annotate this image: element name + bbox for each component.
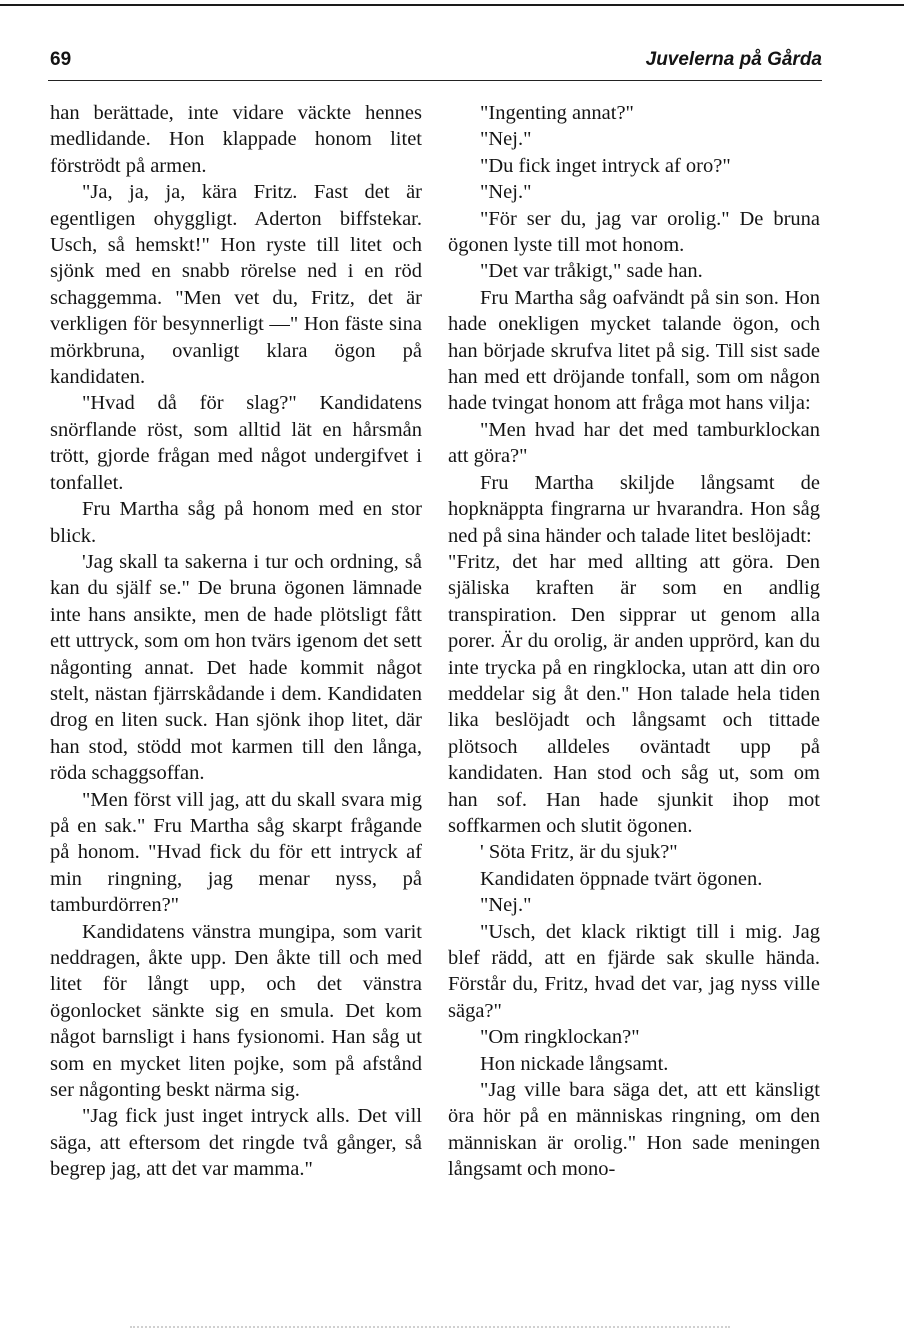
- paragraph: "Nej.": [480, 128, 532, 151]
- paragraph: "Du fick inget intryck af oro?": [480, 154, 731, 177]
- paragraph: Kandidaten öppnade tvärt ögonen.: [480, 867, 763, 890]
- paragraph: "Ingenting annat?": [480, 102, 634, 124]
- left-text-column: [50, 100, 422, 1183]
- paragraph: "Om ringklockan?": [480, 1026, 640, 1049]
- paragraph: "Men hvad har det med tamburklockan att göra?": [448, 418, 820, 468]
- paragraph: Fru Martha såg oafvändt på sin son. Hon hade onekligen mycket talande ögon, och han började skrufva litet på sig. Till sist sade han med ett dröjande tonfall, som om någon hade tvingat honom att fråga mot hans vilja:: [448, 286, 820, 415]
- page-number: 69: [50, 49, 72, 70]
- paragraph: "Usch, det klack riktigt till i mig. Jag blef rädd, att en fjärde sak skulle hända. Förstår du, Fritz, hvad det var, jag nyss ville säga?": [448, 920, 820, 1022]
- paragraph: "Nej.": [480, 894, 532, 917]
- paragraph: "Nej.": [480, 181, 532, 204]
- paragraph: "För ser du, jag var orolig." De bruna ögonen lyste till mot honom.: [448, 207, 820, 257]
- paragraph: "Ja, ja, ja, kära Fritz. Fast det är egentligen ohyggligt. Aderton biffstekar. Usch, så hemskt!" Hon ryste till litet och sjönk med en snabb rörelse ned i en röd schaggemma. "Men vet du, Fritz, det är verkligen för besynnerligt —" Hon fäste sina mörkbruna, ovanligt klara ögon på kandidaten.: [50, 181, 422, 389]
- paragraph: "Jag fick just inget intryck alls. Det vill säga, att eftersom det ringde två gånger, så begrep jag, att det var mamma.": [50, 1105, 422, 1181]
- bottom-scan-artifact: [130, 1326, 730, 1334]
- running-title: Juvelerna på Gårda: [645, 49, 822, 70]
- top-border-rule: [0, 4, 904, 6]
- paragraph: Kandidatens vänstra mungipa, som varit neddragen, åkte upp. Den åkte till och med litet för långt upp, och det vänstra ögonlocket sänkte sig en smula. Det kom något barnsligt i hans fysionomi. Han såg ut som en mycket liten pojke, som på afstånd ser någonting beskt närma sig.: [50, 920, 422, 1102]
- paragraph: Fru Martha skiljde långsamt de hopknäppta fingrarna ur hvarandra. Hon såg ned på sina händer och talade litet beslöjadt:: [448, 471, 820, 547]
- paragraph: ' Söta Fritz, är du sjuk?": [480, 841, 678, 864]
- header-rule: [48, 80, 822, 81]
- paragraph: Hon nickade långsamt.: [480, 1052, 669, 1075]
- paragraph: "Fritz, det har med allting att göra. Den själiska kraften är som en andlig transpiration. Den sipprar ut genom alla porer. Är du orolig, är anden upprörd, kan du inte trycka på en ringklocka, utan att din oro meddelar sig åt den." Hon talade hela tiden lika beslöjadt och långsamt och tittade plötsoch alldeles oväntadt upp på kandidaten. Han stod och såg ut, som om han sof. Han hade sjunkit ihop mot soffkarmen och slutit ögonen.: [448, 550, 820, 837]
- paragraph: "Men först vill jag, att du skall svara mig på en sak." Fru Martha såg skarpt frågande på honom. "Hvad fick du för ett intryck af min ringning, jag menar nyss, på tamburdörren?": [50, 788, 422, 917]
- paragraph: Fru Martha såg på honom med en stor blick.: [50, 498, 422, 547]
- paragraph: "Det var tråkigt," sade han.: [480, 260, 703, 283]
- right-text-column: [448, 100, 820, 1183]
- paragraph: 'Jag skall ta sakerna i tur och ordning, så kan du själf se." De bruna ögonen lämnade inte hans ansikte, men de hade plötsligt fått ett uttryck, som om hon tvärs igenom det sett någonting annat. Det hade kommit något stelt, nästan fjärrskådande i dem. Kandidaten drog en liten suck. Han sjönk ihop litet, där han stod, stödd mot karmen till den långa, röda schaggsoffan.: [50, 550, 422, 785]
- paragraph: "Hvad då för slag?" Kandidatens snörflande röst, som alltid lät en hårsmån trött, gjorde frågan med något undergifvet i tonfallet.: [50, 392, 422, 494]
- paragraph: "Jag ville bara säga det, att ett känsligt öra hör på en människas ringning, om den människan är orolig." Hon sade meningen långsamt och mono-: [448, 1079, 820, 1181]
- paragraph: han berättade, inte vidare väckte hennes medlidande. Hon klappade honom litet förströdt på armen.: [50, 102, 422, 177]
